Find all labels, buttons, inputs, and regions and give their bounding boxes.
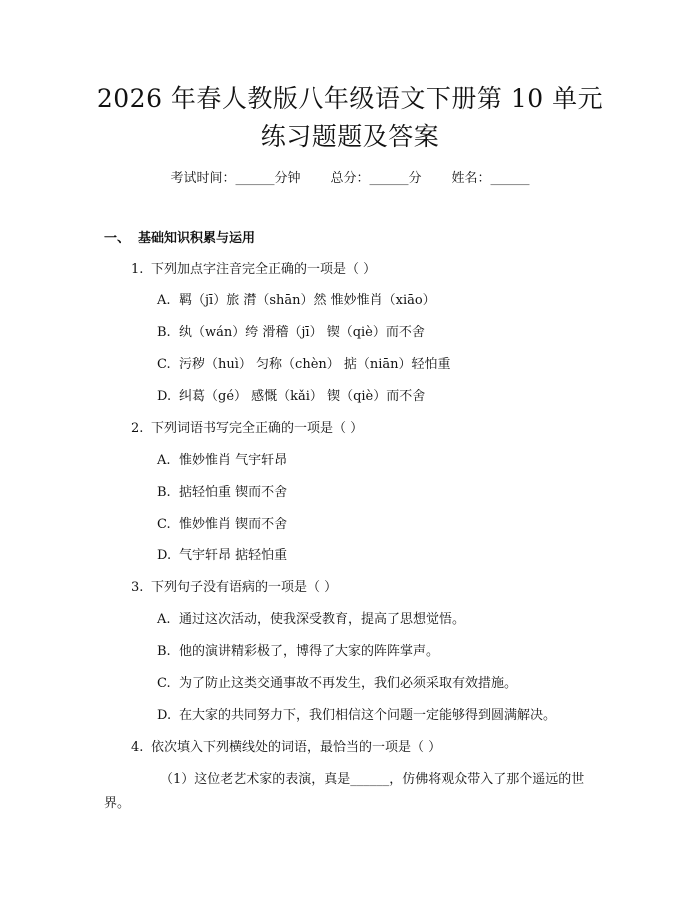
student-name: 姓名：______ <box>451 171 530 186</box>
question-number: 2. <box>131 421 144 436</box>
option-letter: B. <box>157 325 171 340</box>
question-2-option-c <box>157 516 287 534</box>
option-text: 为了防止这类交通事故不再发生，我们必须采取有效措施。 <box>179 676 518 691</box>
question-text: 下列句子没有语病的一项是（ ） <box>151 580 338 595</box>
question-3-option-a <box>157 611 465 629</box>
option-text: 在大家的共同努力下，我们相信这个问题一定能够得到圆满解决。 <box>179 708 557 723</box>
option-text: 纨（wán）绔 滑稽（jī） 锲（qiè）而不舍 <box>179 325 425 340</box>
exam-score: 总分：______分 <box>330 171 422 186</box>
option-text: 通过这次活动，使我深受教育，提高了思想觉悟。 <box>179 612 466 627</box>
option-letter: A. <box>157 612 171 627</box>
option-letter: A. <box>157 293 171 308</box>
question-1 <box>131 261 376 279</box>
option-letter: C. <box>157 357 171 372</box>
question-4 <box>131 739 441 757</box>
document-title-line-2: 练习题题及答案 <box>260 122 440 151</box>
question-text: 依次填入下列横线处的词语，最恰当的一项是（ ） <box>151 740 442 755</box>
option-text: 惟妙惟肖 锲而不舍 <box>179 517 288 532</box>
document-title-line-1: 2026 年春人教版八年级语文下册第 10 单元 <box>96 84 604 113</box>
question-2-option-a <box>157 452 287 470</box>
option-letter: B. <box>157 485 171 500</box>
option-text: 惟妙惟肖 气宇轩昂 <box>179 453 288 468</box>
section-title: 基础知识积累与运用 <box>138 231 256 246</box>
option-text: 污秽（huì） 匀称（chèn） 掂（niān）轻怕重 <box>179 357 451 372</box>
option-letter: C. <box>157 517 171 532</box>
option-text: 纠葛（gé） 感慨（kǎi） 锲（qiè）而不舍 <box>179 389 426 404</box>
question-3 <box>131 579 337 597</box>
exam-time: 考试时间：______分钟 <box>170 171 301 186</box>
question-number: 3. <box>131 580 144 595</box>
section-number: 一、 <box>104 231 131 246</box>
option-letter: A. <box>157 453 171 468</box>
exam-meta <box>0 170 700 188</box>
question-text: 下列词语书写完全正确的一项是（ ） <box>151 421 364 436</box>
question-1-option-c <box>157 356 451 374</box>
option-text: 气宇轩昂 掂轻怕重 <box>179 548 288 563</box>
option-letter: D. <box>157 708 172 723</box>
option-letter: D. <box>157 548 172 563</box>
question-number: 4. <box>131 740 144 755</box>
question-4-paragraph: （1）这位老艺术家的表演，真是______，仿佛将观众带入了那个遥远的世界。 <box>104 772 585 811</box>
question-1-option-b <box>157 324 425 342</box>
question-1-option-a <box>157 292 436 310</box>
option-letter: C. <box>157 676 171 691</box>
question-3-option-b <box>157 643 439 661</box>
option-letter: D. <box>157 389 172 404</box>
question-2-option-b <box>157 484 287 502</box>
question-3-option-c <box>157 675 517 693</box>
question-1-option-d <box>157 388 425 406</box>
question-2 <box>131 420 363 438</box>
question-2-option-d <box>157 547 287 565</box>
option-letter: B. <box>157 644 171 659</box>
question-3-option-d <box>157 707 556 725</box>
option-text: 他的演讲精彩极了，博得了大家的阵阵掌声。 <box>179 644 440 659</box>
option-text: 掂轻怕重 锲而不舍 <box>179 485 288 500</box>
question-number: 1. <box>131 262 144 277</box>
section-heading <box>104 230 255 248</box>
question-text: 下列加点字注音完全正确的一项是（ ） <box>151 262 377 277</box>
option-text: 羁（jī）旅 潸（shān）然 惟妙惟肖（xiāo） <box>179 293 436 308</box>
